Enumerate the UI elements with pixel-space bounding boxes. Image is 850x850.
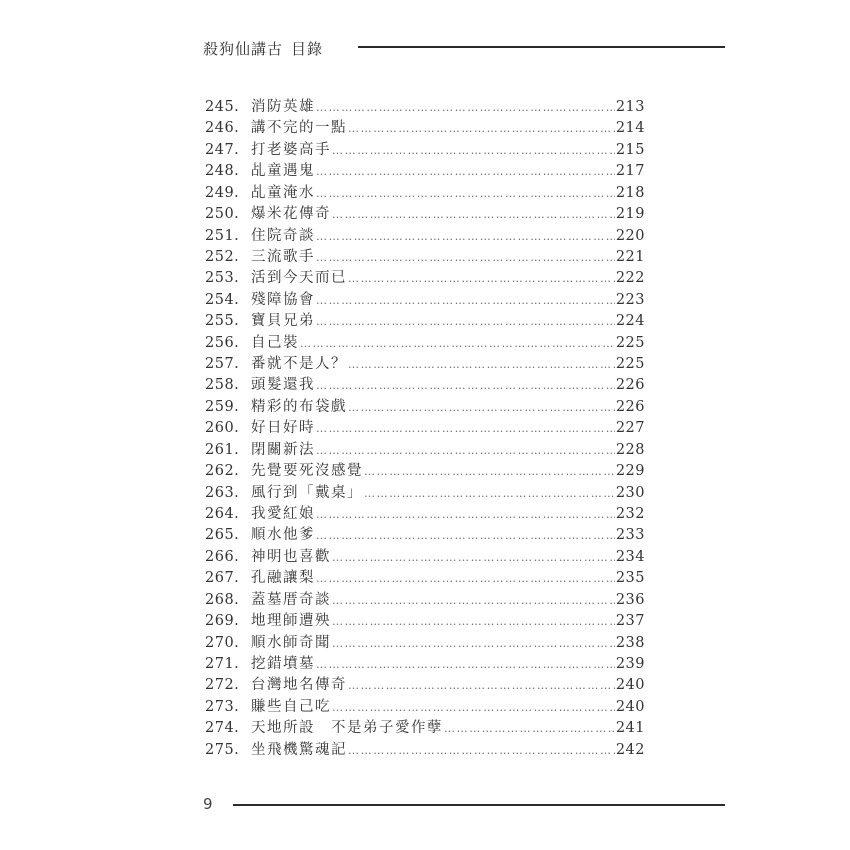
- dot-leader: [332, 590, 615, 611]
- entry-number: 252.: [205, 248, 240, 265]
- toc-entry: [205, 461, 645, 482]
- toc-entry: [205, 611, 645, 632]
- dot-leader: [348, 397, 615, 418]
- dot-leader: [348, 118, 615, 139]
- toc-entry: [205, 375, 645, 396]
- dot-leader: [316, 290, 615, 311]
- toc-entry: [205, 525, 645, 546]
- entry-title: 順水他爹: [251, 527, 315, 544]
- toc-entry: [205, 718, 645, 739]
- dot-leader: [316, 311, 615, 332]
- entry-title: 順水師奇聞: [251, 634, 331, 651]
- entry-page-number: 236: [615, 591, 645, 608]
- entry-page-number: 223: [615, 291, 645, 308]
- toc-entry: [205, 118, 645, 139]
- dot-leader: [332, 140, 615, 161]
- entry-page-number: 220: [615, 227, 645, 244]
- entry-page-number: 237: [615, 613, 645, 630]
- dot-leader: [332, 611, 615, 632]
- entry-page-number: 238: [615, 634, 645, 651]
- entry-number: 266.: [205, 548, 240, 565]
- entry-title: 寶貝兄弟: [251, 313, 315, 330]
- entry-number: 254.: [205, 291, 240, 308]
- dot-leader: [316, 418, 615, 439]
- footer-rule: [233, 804, 725, 806]
- entry-number: 245.: [205, 99, 240, 115]
- dot-leader: [316, 161, 615, 182]
- entry-number: 271.: [205, 655, 240, 672]
- toc-entry: [205, 311, 645, 332]
- toc-entry: [205, 226, 645, 247]
- book-title: 殺狗仙講古: [203, 39, 284, 58]
- entry-title: 乩童遇鬼: [251, 163, 315, 180]
- entry-page-number: 240: [615, 698, 645, 715]
- toc-entry: [205, 204, 645, 225]
- entry-number: 273.: [205, 698, 240, 715]
- toc-entry: [205, 354, 645, 375]
- dot-leader: [316, 440, 615, 461]
- entry-page-number: 219: [615, 206, 645, 223]
- entry-title: 精彩的布袋戲: [251, 398, 347, 415]
- entry-title: 地理師遭殃: [251, 613, 331, 630]
- toc-entry: [205, 633, 645, 654]
- entry-number: 258.: [205, 377, 240, 394]
- entry-page-number: 217: [615, 163, 645, 180]
- entry-page-number: 225: [615, 356, 645, 373]
- entry-title: 坐飛機驚魂記: [251, 741, 347, 758]
- dot-leader: [316, 97, 615, 118]
- entry-title: 我愛紅娘: [251, 506, 315, 523]
- table-of-contents: [205, 97, 645, 761]
- toc-entry: [205, 654, 645, 675]
- entry-title: 殘障協會: [251, 291, 315, 308]
- entry-number: 246.: [205, 120, 240, 137]
- toc-entry: [205, 268, 645, 289]
- dot-leader: [316, 375, 615, 396]
- header-rule: [358, 46, 725, 48]
- entry-title: 頭髮還我: [251, 377, 315, 394]
- entry-number: 264.: [205, 506, 240, 523]
- toc-entry: [205, 483, 645, 504]
- entry-number: 248.: [205, 163, 240, 180]
- dot-leader: [316, 654, 615, 675]
- entry-number: 270.: [205, 634, 240, 651]
- entry-page-number: 229: [615, 463, 645, 480]
- entry-number: 255.: [205, 313, 240, 330]
- toc-entry: [205, 418, 645, 439]
- entry-page-number: 218: [615, 184, 645, 201]
- entry-number: 259.: [205, 398, 240, 415]
- entry-page-number: 222: [615, 270, 645, 287]
- entry-title: 神明也喜歡: [251, 548, 331, 565]
- entry-page-number: 225: [615, 334, 645, 351]
- page-number: 9: [203, 795, 213, 813]
- entry-title: 蓋墓厝奇談: [251, 591, 331, 608]
- dot-leader: [316, 504, 615, 525]
- entry-page-number: 242: [615, 741, 645, 758]
- entry-title: 風行到「戴桌」: [251, 484, 363, 501]
- entry-title: 三流歌手: [251, 248, 315, 265]
- entry-title: 自己裝: [251, 334, 299, 351]
- entry-title: 番就不是人？: [251, 356, 347, 373]
- entry-page-number: 234: [615, 548, 645, 565]
- entry-number: 269.: [205, 613, 240, 630]
- toc-entry: [205, 547, 645, 568]
- dot-leader: [444, 718, 615, 739]
- entry-number: 257.: [205, 356, 240, 373]
- entry-number: 265.: [205, 527, 240, 544]
- section-title: 目錄: [291, 39, 324, 58]
- dot-leader: [316, 568, 615, 589]
- toc-entry: [205, 97, 645, 118]
- toc-entry: [205, 183, 645, 204]
- toc-entry: [205, 440, 645, 461]
- entry-title: 講不完的一點: [251, 120, 347, 137]
- entry-page-number: 226: [615, 377, 645, 394]
- entry-number: 263.: [205, 484, 240, 501]
- entry-title: 打老婆高手: [251, 141, 331, 158]
- entry-title: 孔融讓梨: [251, 570, 315, 587]
- entry-number: 272.: [205, 677, 240, 694]
- entry-number: 251.: [205, 227, 240, 244]
- entry-page-number: 221: [615, 248, 645, 265]
- dot-leader: [332, 697, 615, 718]
- dot-leader: [300, 333, 615, 354]
- entry-number: 275.: [205, 741, 240, 758]
- entry-title: 活到今天而已: [251, 270, 347, 287]
- entry-title: 消防英雄: [251, 99, 315, 115]
- entry-title: 挖錯墳墓: [251, 655, 315, 672]
- entry-page-number: 227: [615, 420, 645, 437]
- toc-entry: [205, 397, 645, 418]
- entry-number: 250.: [205, 206, 240, 223]
- page-footer: [203, 795, 725, 815]
- dot-leader: [316, 247, 615, 268]
- dot-leader: [348, 675, 615, 696]
- entry-number: 253.: [205, 270, 240, 287]
- entry-number: 247.: [205, 141, 240, 158]
- entry-page-number: 214: [615, 120, 645, 137]
- entry-page-number: 239: [615, 655, 645, 672]
- page-header: [203, 36, 725, 60]
- entry-number: 249.: [205, 184, 240, 201]
- dot-leader: [316, 226, 615, 247]
- dot-leader: [332, 547, 615, 568]
- toc-entry: [205, 675, 645, 696]
- entry-number: 274.: [205, 720, 240, 737]
- toc-entry: [205, 590, 645, 611]
- dot-leader: [364, 461, 615, 482]
- entry-page-number: 240: [615, 677, 645, 694]
- toc-entry: [205, 504, 645, 525]
- toc-entry: [205, 697, 645, 718]
- toc-entry: [205, 290, 645, 311]
- entry-title: 台灣地名傳奇: [251, 677, 347, 694]
- running-head: [203, 38, 323, 59]
- entry-title: 先覺要死沒感覺: [251, 463, 363, 480]
- entry-title: 住院奇談: [251, 227, 315, 244]
- entry-page-number: 226: [615, 398, 645, 415]
- dot-leader: [316, 183, 615, 204]
- entry-title: 乩童淹水: [251, 184, 315, 201]
- entry-page-number: 224: [615, 313, 645, 330]
- toc-entry: [205, 740, 645, 761]
- dot-leader: [332, 633, 615, 654]
- entry-title: 好日好時: [251, 420, 315, 437]
- entry-page-number: 241: [615, 720, 645, 737]
- entry-page-number: 228: [615, 441, 645, 458]
- entry-page-number: 232: [615, 506, 645, 523]
- entry-page-number: 215: [615, 141, 645, 158]
- dot-leader: [348, 740, 615, 761]
- entry-number: 261.: [205, 441, 240, 458]
- entry-number: 262.: [205, 463, 240, 480]
- entry-title: 賺些自己吃: [251, 698, 331, 715]
- entry-number: 268.: [205, 591, 240, 608]
- entry-page-number: 233: [615, 527, 645, 544]
- dot-leader: [332, 204, 615, 225]
- entry-title: 閉關新法: [251, 441, 315, 458]
- dot-leader: [348, 268, 615, 289]
- dot-leader: [364, 483, 615, 504]
- toc-entry: [205, 333, 645, 354]
- dot-leader: [348, 354, 615, 375]
- dot-leader: [316, 525, 615, 546]
- entry-number: 267.: [205, 570, 240, 587]
- entry-title: 爆米花傳奇: [251, 206, 331, 223]
- entry-page-number: 235: [615, 570, 645, 587]
- entry-page-number: 213: [615, 99, 645, 115]
- toc-entry: [205, 247, 645, 268]
- entry-number: 256.: [205, 334, 240, 351]
- entry-title: 天地所設 不是弟子愛作孽: [251, 720, 443, 737]
- toc-entry: [205, 161, 645, 182]
- entry-page-number: 230: [615, 484, 645, 501]
- entry-number: 260.: [205, 420, 240, 437]
- toc-entry: [205, 140, 645, 161]
- toc-entry: [205, 568, 645, 589]
